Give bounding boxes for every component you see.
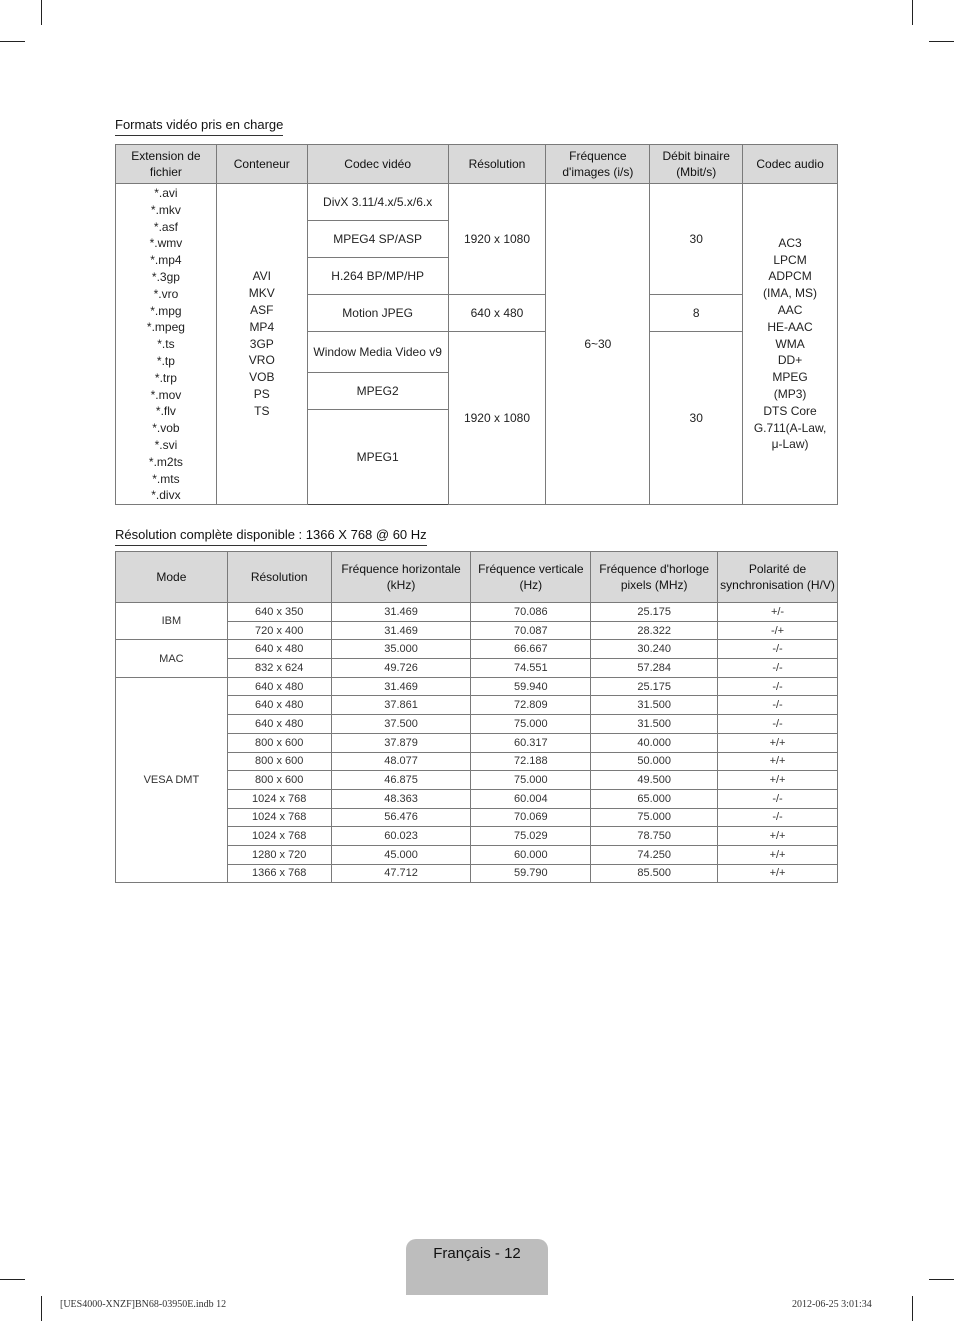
extension-item: *.3gp bbox=[151, 269, 180, 284]
v-freq-cell: 70.086 bbox=[471, 603, 591, 622]
extension-item: *.svi bbox=[154, 437, 178, 452]
sync-polarity-cell: +/+ bbox=[718, 864, 838, 883]
resolutions-title: Résolution complète disponible : 1366 X 768 @ 60 Hz bbox=[115, 527, 427, 546]
resolution-cell: 640 x 480 bbox=[227, 715, 331, 734]
resolution-cell: 800 x 600 bbox=[227, 733, 331, 752]
pixel-clock-cell: 85.500 bbox=[591, 864, 718, 883]
header-cell: Fréquence d'horloge pixels (MHz) bbox=[591, 552, 718, 603]
pixel-clock-cell: 40.000 bbox=[591, 733, 718, 752]
pixel-clock-cell: 65.000 bbox=[591, 789, 718, 808]
video-formats-title: Formats vidéo pris en charge bbox=[115, 117, 283, 136]
resolution-cell: 1024 x 768 bbox=[227, 789, 331, 808]
resolution-cell: 640 x 480 bbox=[227, 696, 331, 715]
container-item: 3GP bbox=[249, 336, 274, 351]
h-freq-cell: 60.023 bbox=[331, 827, 471, 846]
crop-mark bbox=[929, 1279, 954, 1280]
extension-item: *.mpg bbox=[150, 303, 182, 318]
header-cell: Fréquence verticale (Hz) bbox=[471, 552, 591, 603]
h-freq-cell: 48.363 bbox=[331, 789, 471, 808]
h-freq-cell: 37.500 bbox=[331, 715, 471, 734]
codec-cell: Motion JPEG bbox=[307, 295, 448, 332]
audio-codecs-cell bbox=[743, 184, 838, 505]
page-number-tab bbox=[406, 1239, 548, 1295]
resolution-cell: 800 x 600 bbox=[227, 771, 331, 790]
mode-cell: VESA DMT bbox=[116, 677, 228, 883]
sync-polarity-cell: -/- bbox=[718, 677, 838, 696]
crop-mark bbox=[0, 41, 25, 42]
extensions-cell bbox=[116, 184, 217, 505]
mode-cell: MAC bbox=[116, 640, 228, 677]
framerate-cell: 6~30 bbox=[546, 184, 650, 505]
resolution-cell: 1024 x 768 bbox=[227, 827, 331, 846]
extension-item: *.tp bbox=[156, 353, 175, 368]
audio-codec-item: AC3 bbox=[778, 235, 802, 250]
header-cell: Codec vidéo bbox=[307, 145, 448, 184]
table-header-row bbox=[116, 552, 838, 603]
audio-codec-item: DTS Core bbox=[763, 403, 817, 418]
extension-item: *.flv bbox=[155, 404, 176, 419]
pixel-clock-cell: 74.250 bbox=[591, 845, 718, 864]
audio-codec-item: HE-AAC bbox=[767, 319, 813, 334]
video-formats-table bbox=[115, 144, 838, 505]
v-freq-cell: 70.069 bbox=[471, 808, 591, 827]
sync-polarity-cell: -/- bbox=[718, 789, 838, 808]
resolution-cell: 1024 x 768 bbox=[227, 808, 331, 827]
h-freq-cell: 47.712 bbox=[331, 864, 471, 883]
resolution-cell: 800 x 600 bbox=[227, 752, 331, 771]
sync-polarity-cell: -/- bbox=[718, 659, 838, 678]
v-freq-cell: 60.004 bbox=[471, 789, 591, 808]
h-freq-cell: 56.476 bbox=[331, 808, 471, 827]
pixel-clock-cell: 25.175 bbox=[591, 603, 718, 622]
h-freq-cell: 31.469 bbox=[331, 677, 471, 696]
container-item: ASF bbox=[250, 303, 274, 318]
pixel-clock-cell: 50.000 bbox=[591, 752, 718, 771]
header-cell: Polarité de synchronisation (H/V) bbox=[718, 552, 838, 603]
container-item: TS bbox=[254, 403, 270, 418]
h-freq-cell: 45.000 bbox=[331, 845, 471, 864]
resolution-cell: 720 x 400 bbox=[227, 621, 331, 640]
sync-polarity-cell: +/+ bbox=[718, 771, 838, 790]
v-freq-cell: 75.000 bbox=[471, 715, 591, 734]
resolution-cell: 1920 x 1080 bbox=[448, 184, 546, 295]
container-item: VRO bbox=[248, 353, 275, 368]
audio-codec-item: (MP3) bbox=[773, 387, 807, 402]
pixel-clock-cell: 78.750 bbox=[591, 827, 718, 846]
resolution-cell: 640 x 350 bbox=[227, 603, 331, 622]
resolution-cell: 1280 x 720 bbox=[227, 845, 331, 864]
v-freq-cell: 75.000 bbox=[471, 771, 591, 790]
containers-cell bbox=[216, 184, 307, 505]
codec-cell: DivX 3.11/4.x/5.x/6.x bbox=[307, 184, 448, 221]
header-cell: Résolution bbox=[448, 145, 546, 184]
resolution-cell: 1920 x 1080 bbox=[448, 332, 546, 505]
audio-codec-item: WMA bbox=[775, 336, 805, 351]
crop-mark bbox=[912, 0, 913, 25]
bitrate-cell: 30 bbox=[650, 332, 743, 505]
codec-cell: MPEG4 SP/ASP bbox=[307, 221, 448, 258]
extension-item: *.asf bbox=[153, 219, 178, 234]
sync-polarity-cell: -/- bbox=[718, 640, 838, 659]
audio-codec-item: G.711(A-Law, bbox=[753, 420, 827, 435]
v-freq-cell: 75.029 bbox=[471, 827, 591, 846]
v-freq-cell: 60.000 bbox=[471, 845, 591, 864]
pixel-clock-cell: 25.175 bbox=[591, 677, 718, 696]
h-freq-cell: 31.469 bbox=[331, 603, 471, 622]
codec-cell: MPEG2 bbox=[307, 373, 448, 410]
h-freq-cell: 37.879 bbox=[331, 733, 471, 752]
v-freq-cell: 74.551 bbox=[471, 659, 591, 678]
table-row bbox=[116, 184, 838, 221]
h-freq-cell: 35.000 bbox=[331, 640, 471, 659]
pixel-clock-cell: 31.500 bbox=[591, 696, 718, 715]
crop-mark bbox=[0, 1279, 25, 1280]
pixel-clock-cell: 49.500 bbox=[591, 771, 718, 790]
header-cell: Conteneur bbox=[216, 145, 307, 184]
container-item: MKV bbox=[248, 286, 275, 301]
extension-item: *.vro bbox=[153, 286, 179, 301]
header-cell: Résolution bbox=[227, 552, 331, 603]
extension-item: *.mpeg bbox=[146, 320, 185, 335]
extension-item: *.m2ts bbox=[148, 454, 183, 469]
bitrate-cell: 30 bbox=[650, 184, 743, 295]
resolutions-table bbox=[115, 551, 838, 883]
codec-cell: H.264 BP/MP/HP bbox=[307, 258, 448, 295]
extension-item: *.ts bbox=[157, 337, 175, 352]
pixel-clock-cell: 57.284 bbox=[591, 659, 718, 678]
audio-codec-item: ADPCM bbox=[768, 269, 812, 284]
resolution-cell: 1366 x 768 bbox=[227, 864, 331, 883]
sync-polarity-cell: -/- bbox=[718, 715, 838, 734]
page-number: Français - 12 bbox=[433, 1245, 521, 1262]
crop-mark bbox=[929, 41, 954, 42]
extension-item: *.mp4 bbox=[150, 253, 182, 268]
resolution-cell: 640 x 480 bbox=[227, 677, 331, 696]
audio-codec-item: μ-Law) bbox=[771, 437, 809, 452]
extension-item: *.vob bbox=[152, 421, 180, 436]
container-item: VOB bbox=[249, 370, 275, 385]
bitrate-cell: 8 bbox=[650, 295, 743, 332]
table-row bbox=[116, 640, 838, 659]
table-header-row bbox=[116, 145, 838, 184]
pixel-clock-cell: 31.500 bbox=[591, 715, 718, 734]
h-freq-cell: 48.077 bbox=[331, 752, 471, 771]
pixel-clock-cell: 75.000 bbox=[591, 808, 718, 827]
v-freq-cell: 66.667 bbox=[471, 640, 591, 659]
resolutions-table-body bbox=[116, 603, 838, 883]
sync-polarity-cell: +/+ bbox=[718, 845, 838, 864]
table-row bbox=[116, 677, 838, 696]
audio-codec-item: (IMA, MS) bbox=[763, 286, 818, 301]
crop-mark bbox=[41, 1296, 42, 1321]
sync-polarity-cell: +/+ bbox=[718, 752, 838, 771]
extension-item: *.mkv bbox=[150, 202, 181, 217]
sync-polarity-cell: -/- bbox=[718, 808, 838, 827]
codec-cell: Window Media Video v9 bbox=[307, 332, 448, 373]
extension-item: *.avi bbox=[154, 186, 178, 200]
sync-polarity-cell: +/+ bbox=[718, 827, 838, 846]
v-freq-cell: 59.940 bbox=[471, 677, 591, 696]
sync-polarity-cell: +/+ bbox=[718, 733, 838, 752]
audio-codec-item: DD+ bbox=[777, 353, 803, 368]
v-freq-cell: 59.790 bbox=[471, 864, 591, 883]
print-slug-left: [UES4000-XNZF]BN68-03950E.indb 12 bbox=[60, 1299, 227, 1310]
crop-mark bbox=[912, 1296, 913, 1321]
h-freq-cell: 37.861 bbox=[331, 696, 471, 715]
mode-cell: IBM bbox=[116, 603, 228, 640]
audio-codec-item: MPEG bbox=[772, 370, 808, 385]
resolution-cell: 640 x 480 bbox=[227, 640, 331, 659]
header-cell: Codec audio bbox=[743, 145, 838, 184]
audio-codec-item: LPCM bbox=[773, 252, 807, 267]
crop-mark bbox=[41, 0, 42, 25]
header-cell: Extension de fichier bbox=[116, 145, 217, 184]
container-item: PS bbox=[253, 387, 270, 402]
header-cell: Fréquence d'images (i/s) bbox=[546, 145, 650, 184]
extension-item: *.divx bbox=[151, 488, 181, 503]
extension-item: *.mov bbox=[150, 387, 182, 402]
sync-polarity-cell: -/- bbox=[718, 696, 838, 715]
h-freq-cell: 31.469 bbox=[331, 621, 471, 640]
audio-codec-item: AAC bbox=[777, 303, 803, 318]
extension-item: *.wmv bbox=[149, 236, 183, 251]
pixel-clock-cell: 30.240 bbox=[591, 640, 718, 659]
extension-item: *.trp bbox=[154, 370, 177, 385]
print-slug-right: 2012-06-25 3:01:34 bbox=[792, 1299, 872, 1310]
v-freq-cell: 72.809 bbox=[471, 696, 591, 715]
header-cell: Débit binaire (Mbit/s) bbox=[650, 145, 743, 184]
header-cell: Fréquence horizontale (kHz) bbox=[331, 552, 471, 603]
sync-polarity-cell: +/- bbox=[718, 603, 838, 622]
container-item: AVI bbox=[252, 269, 272, 284]
v-freq-cell: 60.317 bbox=[471, 733, 591, 752]
extension-item: *.mts bbox=[152, 471, 180, 486]
codec-cell: MPEG1 bbox=[307, 410, 448, 505]
h-freq-cell: 49.726 bbox=[331, 659, 471, 678]
h-freq-cell: 46.875 bbox=[331, 771, 471, 790]
resolution-cell: 640 x 480 bbox=[448, 295, 546, 332]
sync-polarity-cell: -/+ bbox=[718, 621, 838, 640]
pixel-clock-cell: 28.322 bbox=[591, 621, 718, 640]
resolution-cell: 832 x 624 bbox=[227, 659, 331, 678]
header-cell: Mode bbox=[116, 552, 228, 603]
v-freq-cell: 72.188 bbox=[471, 752, 591, 771]
table-row bbox=[116, 603, 838, 622]
container-item: MP4 bbox=[249, 319, 275, 334]
v-freq-cell: 70.087 bbox=[471, 621, 591, 640]
